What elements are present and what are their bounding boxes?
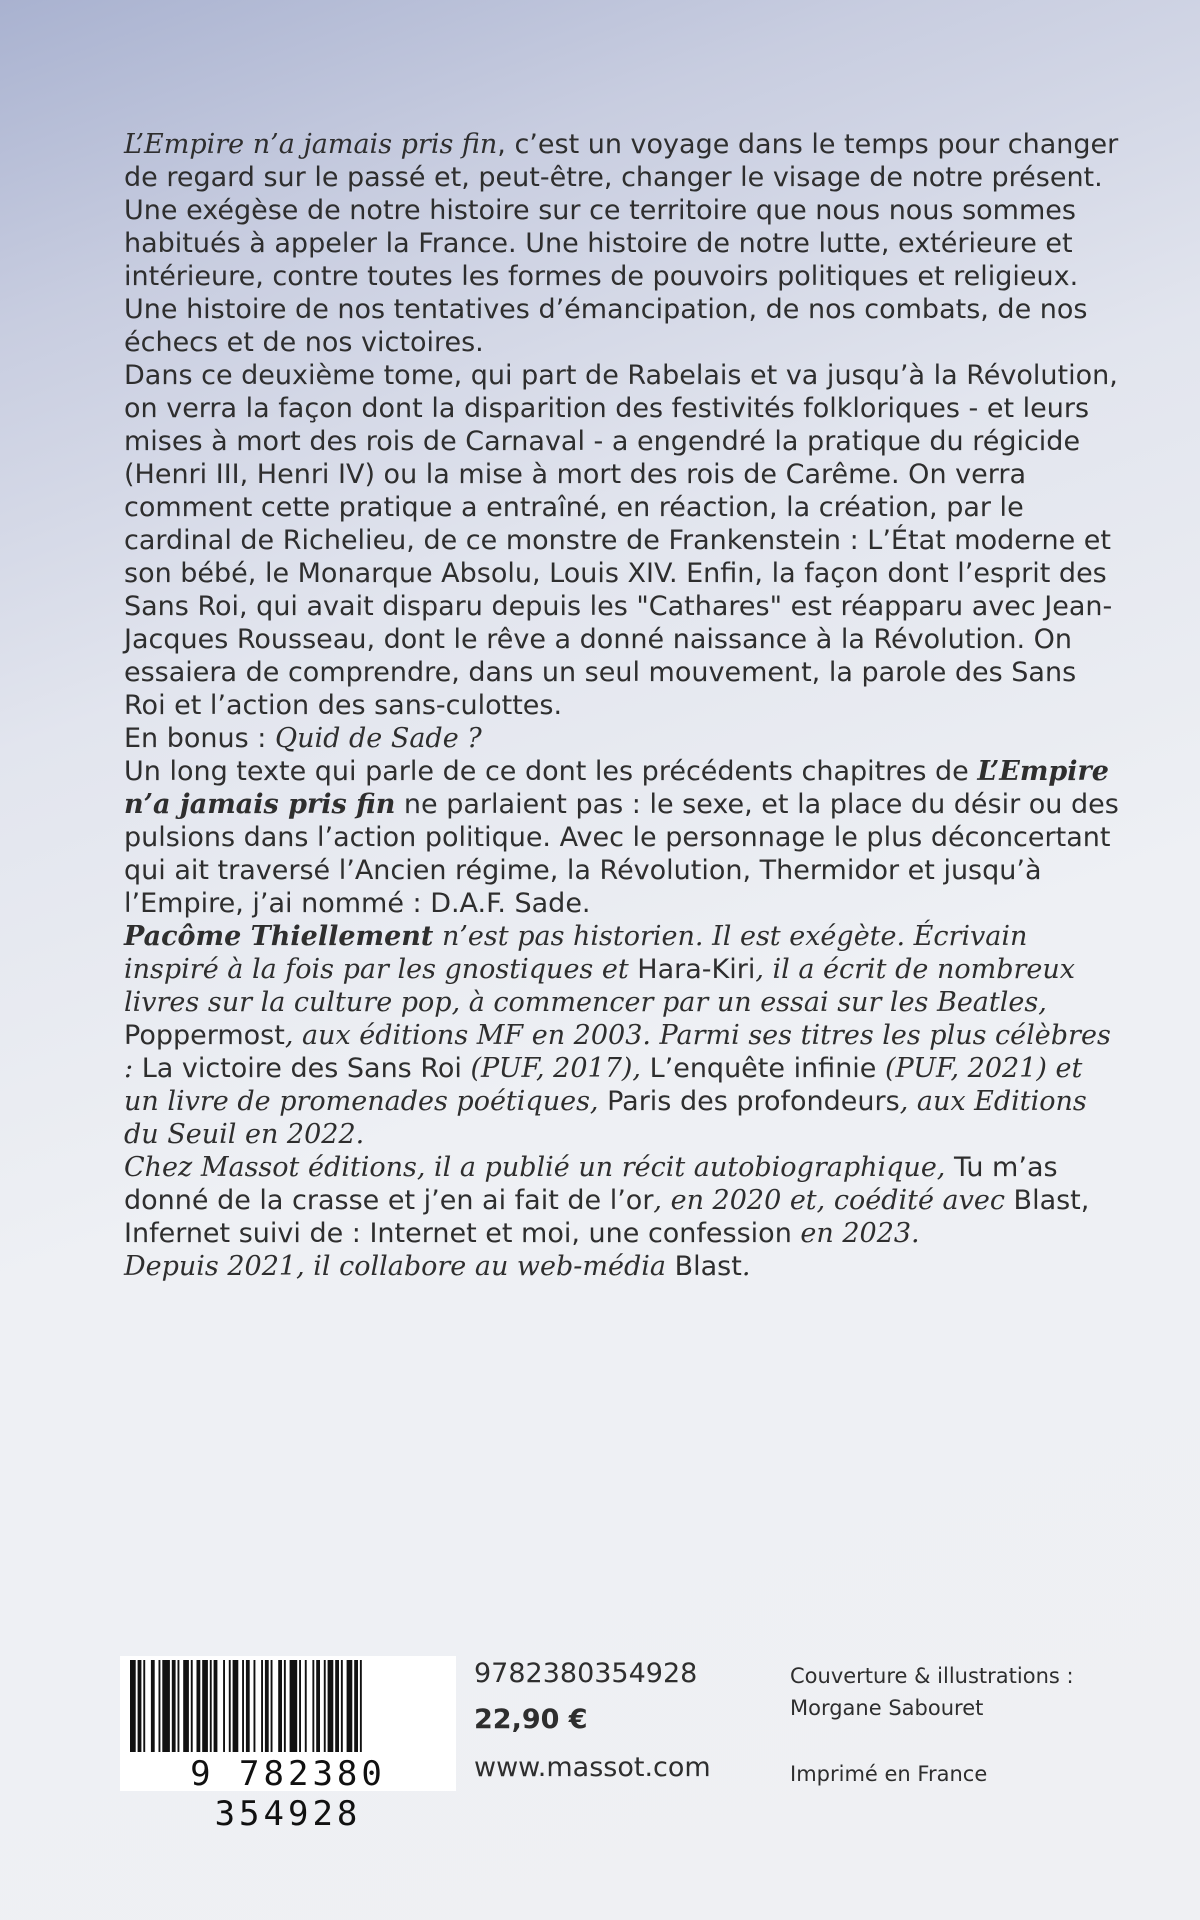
barcode-bar [354, 1660, 358, 1752]
massot-text-1: Chez Massot éditions, il a publié un récit autobiographique, [124, 1152, 954, 1183]
author-enquete: L’enquête infinie [649, 1053, 877, 1084]
barcode-bar [172, 1660, 176, 1752]
price: 22,90 € [474, 1704, 588, 1735]
barcode-bar [265, 1660, 269, 1752]
barcode-bar [271, 1660, 273, 1752]
barcode-bar [191, 1660, 193, 1752]
massot-infernet: Infernet suivi de : Internet et moi, une confession [124, 1218, 792, 1249]
barcode-bar [229, 1660, 231, 1752]
author-paragraph [124, 920, 1124, 1151]
blast-name: Blast [674, 1251, 742, 1282]
barcode-bar [324, 1660, 326, 1752]
massot-text-3: , [1080, 1185, 1090, 1216]
barcode-bar [312, 1660, 314, 1752]
blast-paragraph [124, 1250, 1124, 1283]
massot-crasse: Tu m’as donné de la crasse et j’en ai fait de l’or [124, 1152, 1058, 1216]
barcode-bar [162, 1660, 170, 1752]
massot-text-2: , en 2020 et, coédité avec [653, 1185, 1014, 1216]
barcode-bar [242, 1660, 244, 1752]
barcode-bar [278, 1660, 282, 1752]
barcode-bar [130, 1660, 136, 1752]
barcode-number: 9 782380 354928 [190, 1754, 386, 1834]
intro-book-title: L’Empire n’a jamais pris fin [124, 129, 498, 160]
barcode-bar [138, 1660, 142, 1752]
barcode-bar [261, 1660, 263, 1752]
author-name: Pacôme Thiellement [124, 921, 434, 952]
barcode-bar [299, 1660, 301, 1752]
barcode-bar [151, 1660, 155, 1752]
barcode-bar [223, 1660, 225, 1752]
tome-paragraph: Dans ce deuxième tome, qui part de Rabelais et va jusqu’à la Révolution, on verra la façon dont la disparition des festivités folkloriques - et leurs mises à mort des rois de Carnaval - a engendré la pratique du régicide (Henri III, Henri IV) ou la mise à mort des rois de Carême. On verra comment cette pratique a entraîné, en réaction, la création, par le cardinal de Richelieu, de ce monstre de Frankenstein : L’État moderne et son bébé, le Monarque Absolu, Louis XIV. Enfin, la façon dont l’esprit des Sans Roi, qui avait disparu depuis les "Cathares" est réapparu avec Jean-Jacques Rousseau, dont le rêve a donné naissance à la Révolution. On essaiera de comprendre, dans un seul mouvement, la parole des Sans Roi et l’action des sans-culottes. [124, 360, 1118, 721]
barcode-bar [254, 1660, 256, 1752]
massot-blast: Blast [1013, 1185, 1081, 1216]
barcode-bar [159, 1660, 161, 1752]
barcode-bar [210, 1660, 212, 1752]
website: www.massot.com [474, 1752, 711, 1783]
bonus-label: En bonus : [124, 723, 275, 754]
author-victoire: La victoire des Sans Roi [141, 1053, 462, 1084]
credits [790, 1660, 1074, 1724]
intro-paragraph [124, 128, 1124, 359]
back-cover-footer [120, 1656, 1080, 1834]
bonus-title: Quid de Sade ? [274, 723, 482, 754]
barcode-bar [341, 1660, 343, 1752]
bonus-paragraph [124, 722, 1124, 920]
author-text-3: , aux éditions MF en 2003. Parmi ses titres les plus célèbres : [124, 1020, 1111, 1084]
barcode-bar [290, 1660, 298, 1752]
printed-in: Imprimé en France [790, 1762, 988, 1786]
barcode-bar [328, 1660, 334, 1752]
author-text-1: n’est pas historien. Il est exégète. Écrivain inspiré à la fois par les gnostiques et [124, 921, 1028, 985]
barcode-bar [360, 1660, 362, 1752]
barcode-bar [246, 1660, 250, 1752]
blast-text-1: Depuis 2021, il collabore au web-média [124, 1251, 675, 1282]
bonus-text-1: Un long texte qui parle de ce dont les précédents chapitres de [124, 756, 978, 787]
blast-text-2: . [741, 1251, 751, 1282]
barcode-bar [316, 1660, 320, 1752]
author-hara-kiri: Hara-Kiri [637, 954, 756, 985]
author-text-2: , il a écrit de nombreux livres sur la culture pop, à commencer par un essai sur les Beatles, [124, 954, 1075, 1018]
barcode-bar [347, 1660, 353, 1752]
barcode-bar [335, 1660, 339, 1752]
credits-name: Morgane Sabouret [790, 1696, 984, 1720]
author-text-4: (PUF, 2017), [461, 1053, 650, 1084]
author-poppermost: Poppermost [124, 1020, 285, 1051]
bonus-text-2: ne parlaient pas : le sexe, et la place du désir ou des pulsions dans l’action politique. Avec le personnage le plus déconcertant qui ait traversé l’Ancien régime, la Révolution, Thermidor et jusqu’à l’Empire, j’ai nommé : D.A.F. Sade. [124, 789, 1119, 919]
barcode-bar [197, 1660, 201, 1752]
massot-paragraph [124, 1151, 1124, 1250]
author-text-6: , aux Editions du Seuil en 2022. [124, 1086, 1087, 1150]
bonus-book-title: L’Empire n’a jamais pris fin [124, 756, 1109, 820]
barcode-bars [120, 1656, 456, 1756]
back-cover-text [124, 128, 1124, 1283]
barcode-bar [202, 1660, 208, 1752]
barcode-bar [284, 1660, 286, 1752]
massot-text-4: en 2023. [791, 1218, 920, 1249]
credits-label: Couverture & illustrations : [790, 1664, 1074, 1688]
author-text-5: (PUF, 2021) et un livre de promenades poétiques, [124, 1053, 1083, 1117]
isbn: 9782380354928 [474, 1658, 698, 1689]
barcode-bar [305, 1660, 307, 1752]
barcode [120, 1656, 456, 1834]
barcode-bar [233, 1660, 239, 1752]
barcode-bar [214, 1660, 218, 1752]
intro-text: , c’est un voyage dans le temps pour changer de regard sur le passé et, peut-être, changer le visage de notre présent. Une exégèse de notre histoire sur ce territoire que nous nous sommes habitués à appeler la France. Une histoire de notre lutte, extérieure et intérieure, contre toutes les formes de pouvoirs politiques et religieux. Une histoire de nos tentatives d’émancipation, de nos combats, de nos échecs et de nos victoires. [124, 129, 1119, 358]
barcode-bar [178, 1660, 180, 1752]
author-paris: Paris des profondeurs [607, 1086, 900, 1117]
barcode-bar [183, 1660, 189, 1752]
barcode-bar [143, 1660, 145, 1752]
